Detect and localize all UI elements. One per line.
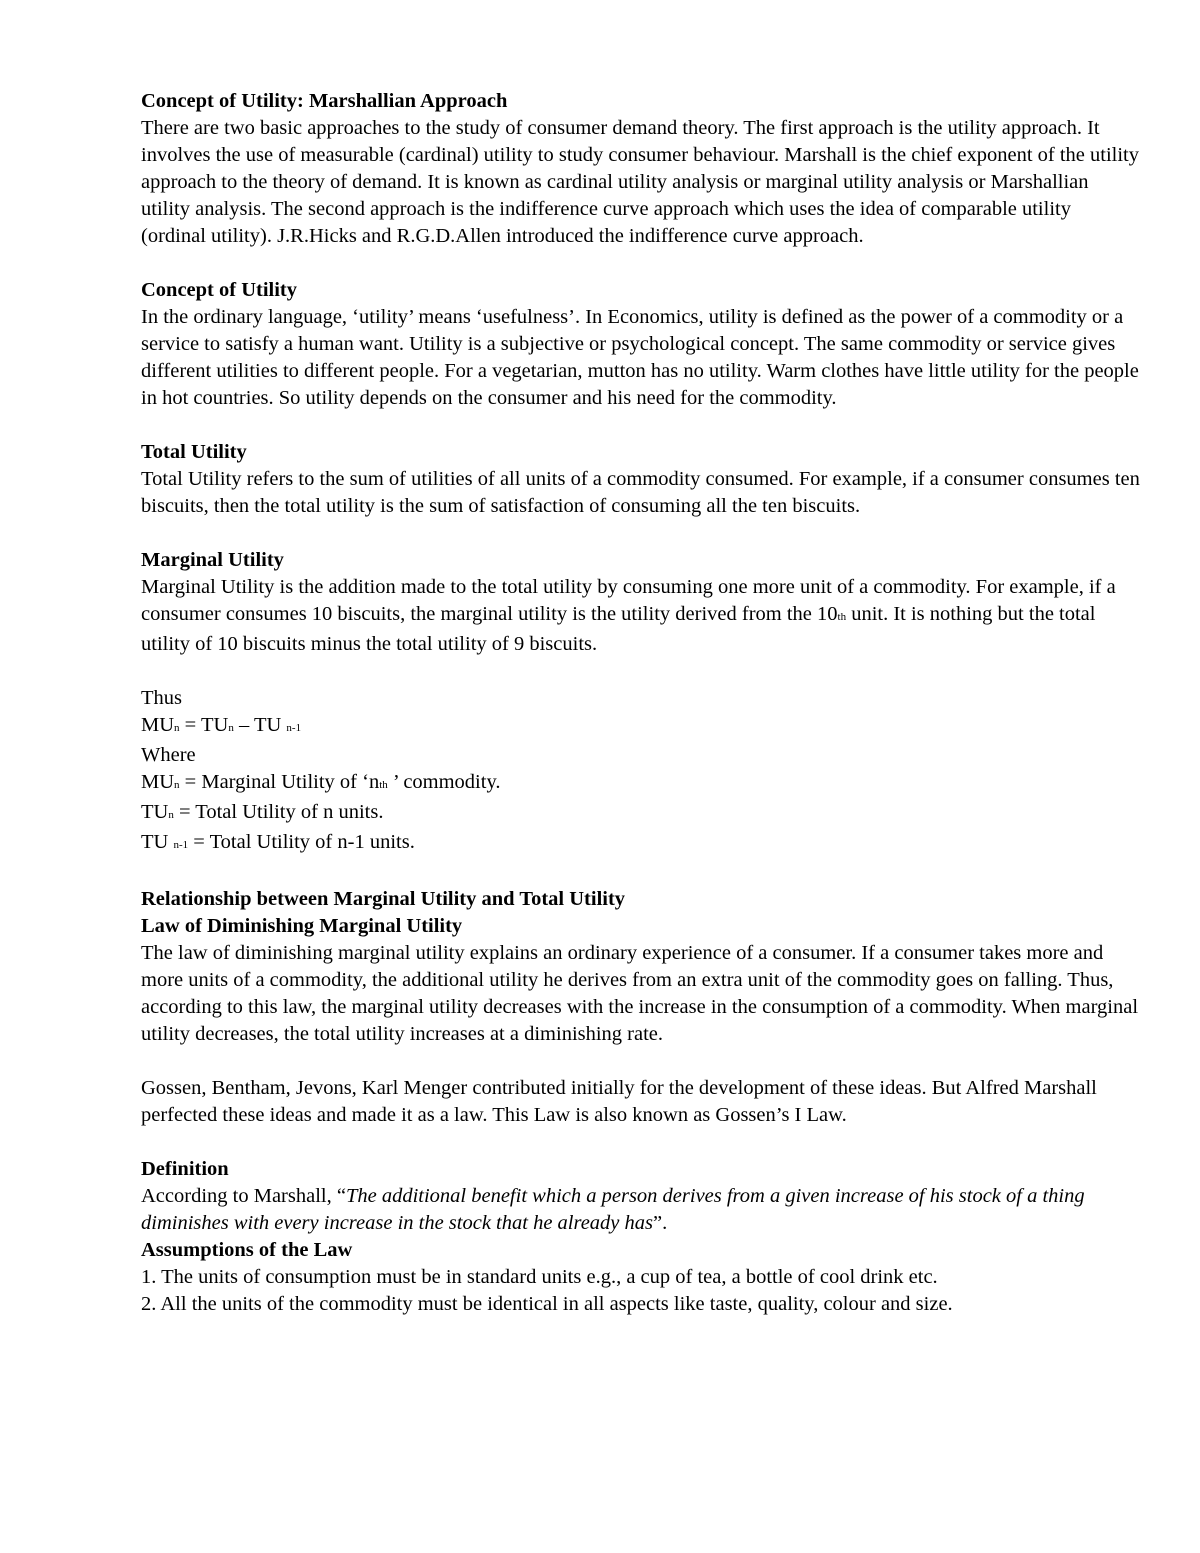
heading-concept-of-utility: Concept of Utility (141, 279, 298, 301)
section-concept-of-utility (141, 277, 1140, 412)
paragraph-marshallian-approach: There are two basic approaches to the study of consumer demand theory. The first approach is the utility approach. It involves the use of measurable (cardinal) utility to study consumer behaviour. Marshall is the chief exponent of the utility approach to the theory of demand. It is known as cardinal utility analysis or marginal utility analysis or Marshallian utility analysis. The second approach is the indifference curve approach which uses the idea of comparable utility (ordinal utility). J.R.Hicks and R.G.D.Allen introduced the indifference curve approach. (141, 117, 1139, 247)
assumption-item-2: 2. All the units of the commodity must be identical in all aspects like taste, quality, colour and size. (141, 1293, 953, 1315)
formula-tun-legend (141, 799, 1140, 829)
formula-tun1-legend (141, 829, 1140, 859)
formula-l1-a: MU (141, 714, 175, 736)
section-definition (141, 1156, 1140, 1237)
formula-l4-sub: n-1 (173, 839, 189, 851)
assumption-item-1: 1. The units of consumption must be in standard units e.g., a cup of tea, a bottle of cool drink etc. (141, 1266, 938, 1288)
formula-l1-sub3: n-1 (286, 722, 302, 734)
formula-l1-b: = TU (179, 714, 229, 736)
formula-l3-sub: n (168, 809, 174, 821)
formula-l1-sub1: n (174, 722, 180, 734)
heading-relationship: Relationship between Marginal Utility and Total Utility (141, 888, 626, 910)
section-marginal-utility (141, 547, 1140, 658)
paragraph-concept-of-utility: In the ordinary language, ‘utility’ means ‘usefulness’. In Economics, utility is defined as the power of a commodity or a service to satisfy a human want. Utility is a subjective or psychological concept. The same commodity or service gives different utilities to different people. For a vegetarian, mutton has no utility. Warm clothes have little utility for the people in hot countries. So utility depends on the consumer and his need for the commodity. (141, 306, 1139, 409)
mu-text-a: Marginal Utility is the addition made to the total utility by consuming one more unit of a commodity. For example, if a consumer consumes 10 biscuits, the marginal utility is the utility derived from the 10 (141, 576, 1116, 625)
formula-l2-c: ’ commodity. (387, 771, 501, 793)
formula-l2-a: MU (141, 771, 175, 793)
paragraph-definition (141, 1183, 1140, 1237)
section-formula (141, 685, 1140, 859)
formula-l3-b: = Total Utility of n units. (173, 801, 384, 823)
formula-l3-a: TU (141, 801, 169, 823)
section-marshallian-approach (141, 88, 1140, 250)
mu-sup: th (837, 611, 847, 623)
heading-marginal-utility: Marginal Utility (141, 549, 284, 571)
heading-law-diminishing: Law of Diminishing Marginal Utility (141, 915, 463, 937)
formula-l4-b: = Total Utility of n-1 units. (188, 831, 415, 853)
definition-lead: According to Marshall, “ (141, 1185, 346, 1207)
paragraph-total-utility: Total Utility refers to the sum of utilities of all units of a commodity consumed. For example, if a consumer consumes ten biscuits, then the total utility is the sum of satisfaction of consuming all the ten biscuits. (141, 468, 1140, 517)
formula-l1-c: – TU (233, 714, 287, 736)
formula-l2-b: = Marginal Utility of ‘n (179, 771, 380, 793)
formula-mu-definition (141, 712, 1140, 742)
section-law-diminishing (141, 886, 1140, 1129)
paragraph-marginal-utility (141, 574, 1140, 658)
heading-assumptions: Assumptions of the Law (141, 1239, 353, 1261)
heading-total-utility: Total Utility (141, 441, 247, 463)
formula-l2-sub: n (174, 779, 180, 791)
paragraph-law-diminishing: The law of diminishing marginal utility explains an ordinary experience of a consumer. If a consumer takes more and more units of a commodity, the additional utility he derives from an extra unit of the commodity goes on falling. Thus, according to this law, the marginal utility decreases with the increase in the consumption of a commodity. When marginal utility decreases, the total utility increases at a diminishing rate. (141, 942, 1139, 1045)
heading-definition: Definition (141, 1158, 229, 1180)
section-total-utility (141, 439, 1140, 520)
paragraph-gossen: Gossen, Bentham, Jevons, Karl Menger contributed initially for the development of these ideas. But Alfred Marshall perfected these ideas and made it as a law. This Law is also known as Gossen’s I Law. (141, 1077, 1097, 1126)
formula-mu-legend (141, 769, 1140, 799)
heading-marshallian-approach: Concept of Utility: Marshallian Approach (141, 90, 508, 112)
mu-text-b: unit. It is nothing but the total utility of 10 biscuits minus the total utility of 9 biscuits. (141, 603, 1096, 655)
definition-quote: The additional benefit which a person derives from a given increase of his stock of a thing diminishes with every increase in the stock that he already has (141, 1185, 1085, 1234)
formula-thus: Thus (141, 687, 182, 709)
section-assumptions (141, 1237, 1140, 1318)
formula-l2-sup: th (379, 779, 388, 791)
formula-where: Where (141, 744, 196, 766)
formula-l4-a: TU (141, 831, 174, 853)
definition-tail: ”. (653, 1212, 668, 1234)
formula-l1-sub2: n (228, 722, 234, 734)
